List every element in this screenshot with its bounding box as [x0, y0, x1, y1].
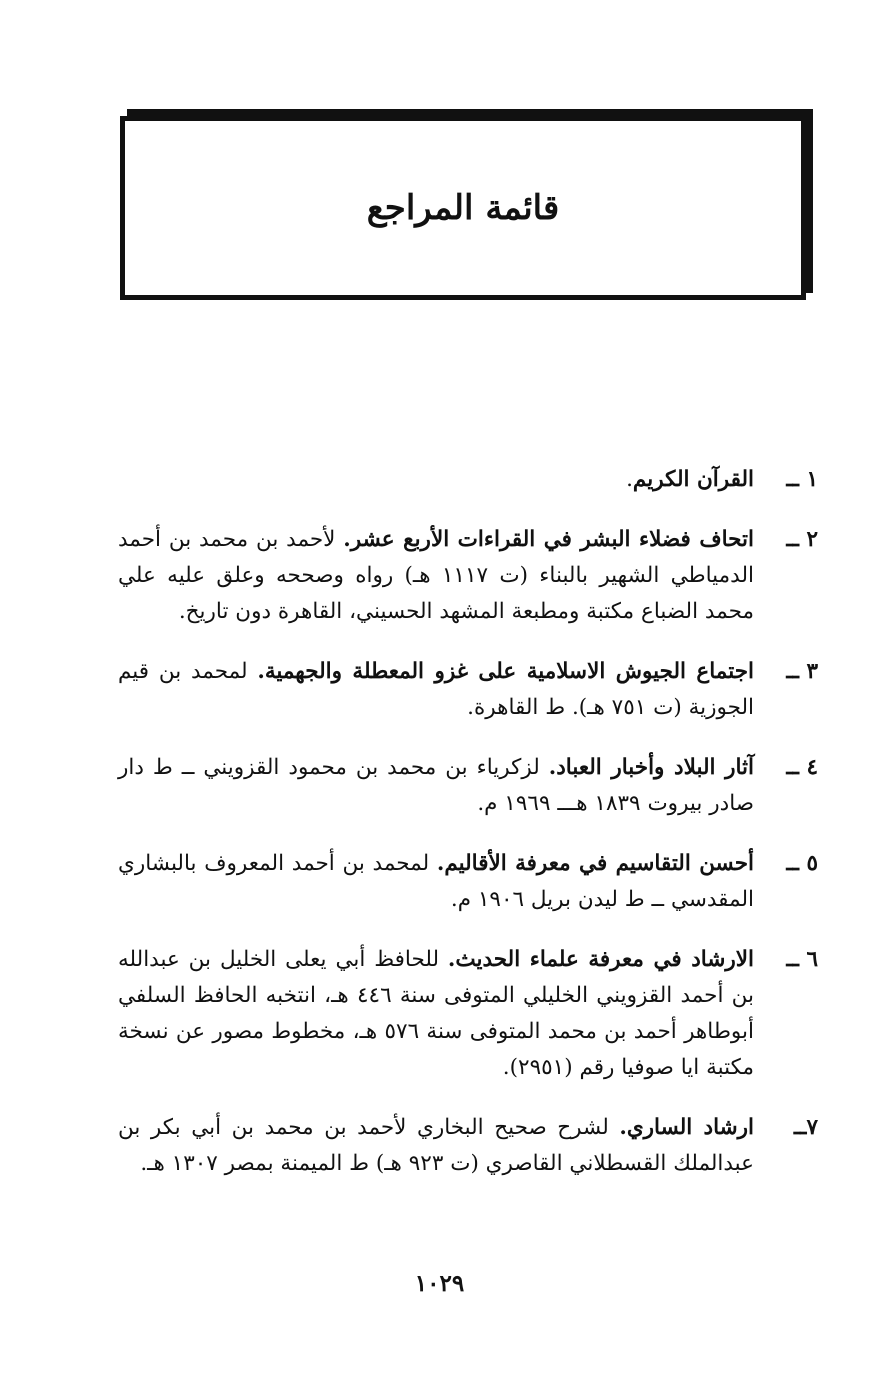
page-number: ١٠٢٩: [414, 1270, 465, 1297]
reference-title: الارشاد في معرفة علماء الحديث.: [447, 947, 754, 972]
reference-number: ٤ ــ: [786, 755, 818, 780]
reference-title: اجتماع الجيوش الاسلامية على غزو المعطلة والجهمية.: [257, 659, 754, 684]
reference-item: [118, 654, 818, 726]
reference-title: آثار البلاد وأخبار العباد.: [548, 755, 754, 780]
reference-title: اتحاف فضلاء البشر في القراءات الأربع عشر.: [343, 527, 754, 552]
reference-details: للحافظ أبي يعلى الخليل بن عبدالله بن أحمد القزويني الخليلي المتوفى سنة ٤٤٦ هـ، انتخبه الحافظ السلفي أبوطاهر أحمد بن محمد المتوفى سنة ٥٧٦ هـ، مخطوط مصور عن نسخة مكتبة ايا صوفيا رقم (٢٩٥١).: [118, 947, 754, 1080]
reference-details: لأحمد بن محمد بن أحمد الدمياطي الشهير بالبناء (ت ١١١٧ هـ) رواه وصححه وعلق عليه علي محمد الضباع مكتبة ومطبعة المشهد الحسيني، القاهرة دون تاريخ.: [118, 527, 754, 624]
references-list: [118, 462, 818, 1206]
page-title: قائمة المراجع: [366, 188, 560, 228]
reference-item: [118, 522, 818, 630]
reference-number: ١ ــ: [786, 467, 818, 492]
reference-number: ٢ ــ: [786, 527, 818, 552]
reference-title: القرآن الكريم: [632, 467, 754, 492]
reference-item: [118, 942, 818, 1086]
title-box: [120, 116, 806, 300]
reference-details: لزكرياء بن محمد بن محمود القزويني ــ ط دار صادر بيروت ١٨٣٩ هـــ ١٩٦٩ م.: [118, 755, 754, 816]
reference-title: أحسن التقاسيم في معرفة الأقاليم.: [436, 851, 755, 876]
reference-number: ٦ ــ: [786, 947, 818, 972]
reference-item: [118, 750, 818, 822]
reference-title: ارشاد الساري.: [619, 1115, 754, 1140]
reference-number: ٧ــ: [793, 1115, 818, 1140]
reference-details: لمحمد بن قيم الجوزية (ت ٧٥١ هـ). ط القاهرة.: [118, 659, 754, 720]
reference-item: [118, 1110, 818, 1182]
reference-item: [118, 846, 818, 918]
reference-number: ٣ ــ: [786, 659, 818, 684]
reference-details: لشرح صحيح البخاري لأحمد بن محمد بن أبي بكر بن عبدالملك القسطلاني القاصري (ت ٩٢٣ هـ) ط الميمنة بمصر ١٣٠٧ هـ.: [118, 1115, 754, 1176]
reference-number: ٥ ــ: [786, 851, 818, 876]
reference-item: [118, 462, 818, 498]
reference-details: لمحمد بن أحمد المعروف بالبشاري المقدسي ــ ط ليدن بريل ١٩٠٦ م.: [118, 851, 754, 912]
reference-details: .: [626, 467, 633, 492]
